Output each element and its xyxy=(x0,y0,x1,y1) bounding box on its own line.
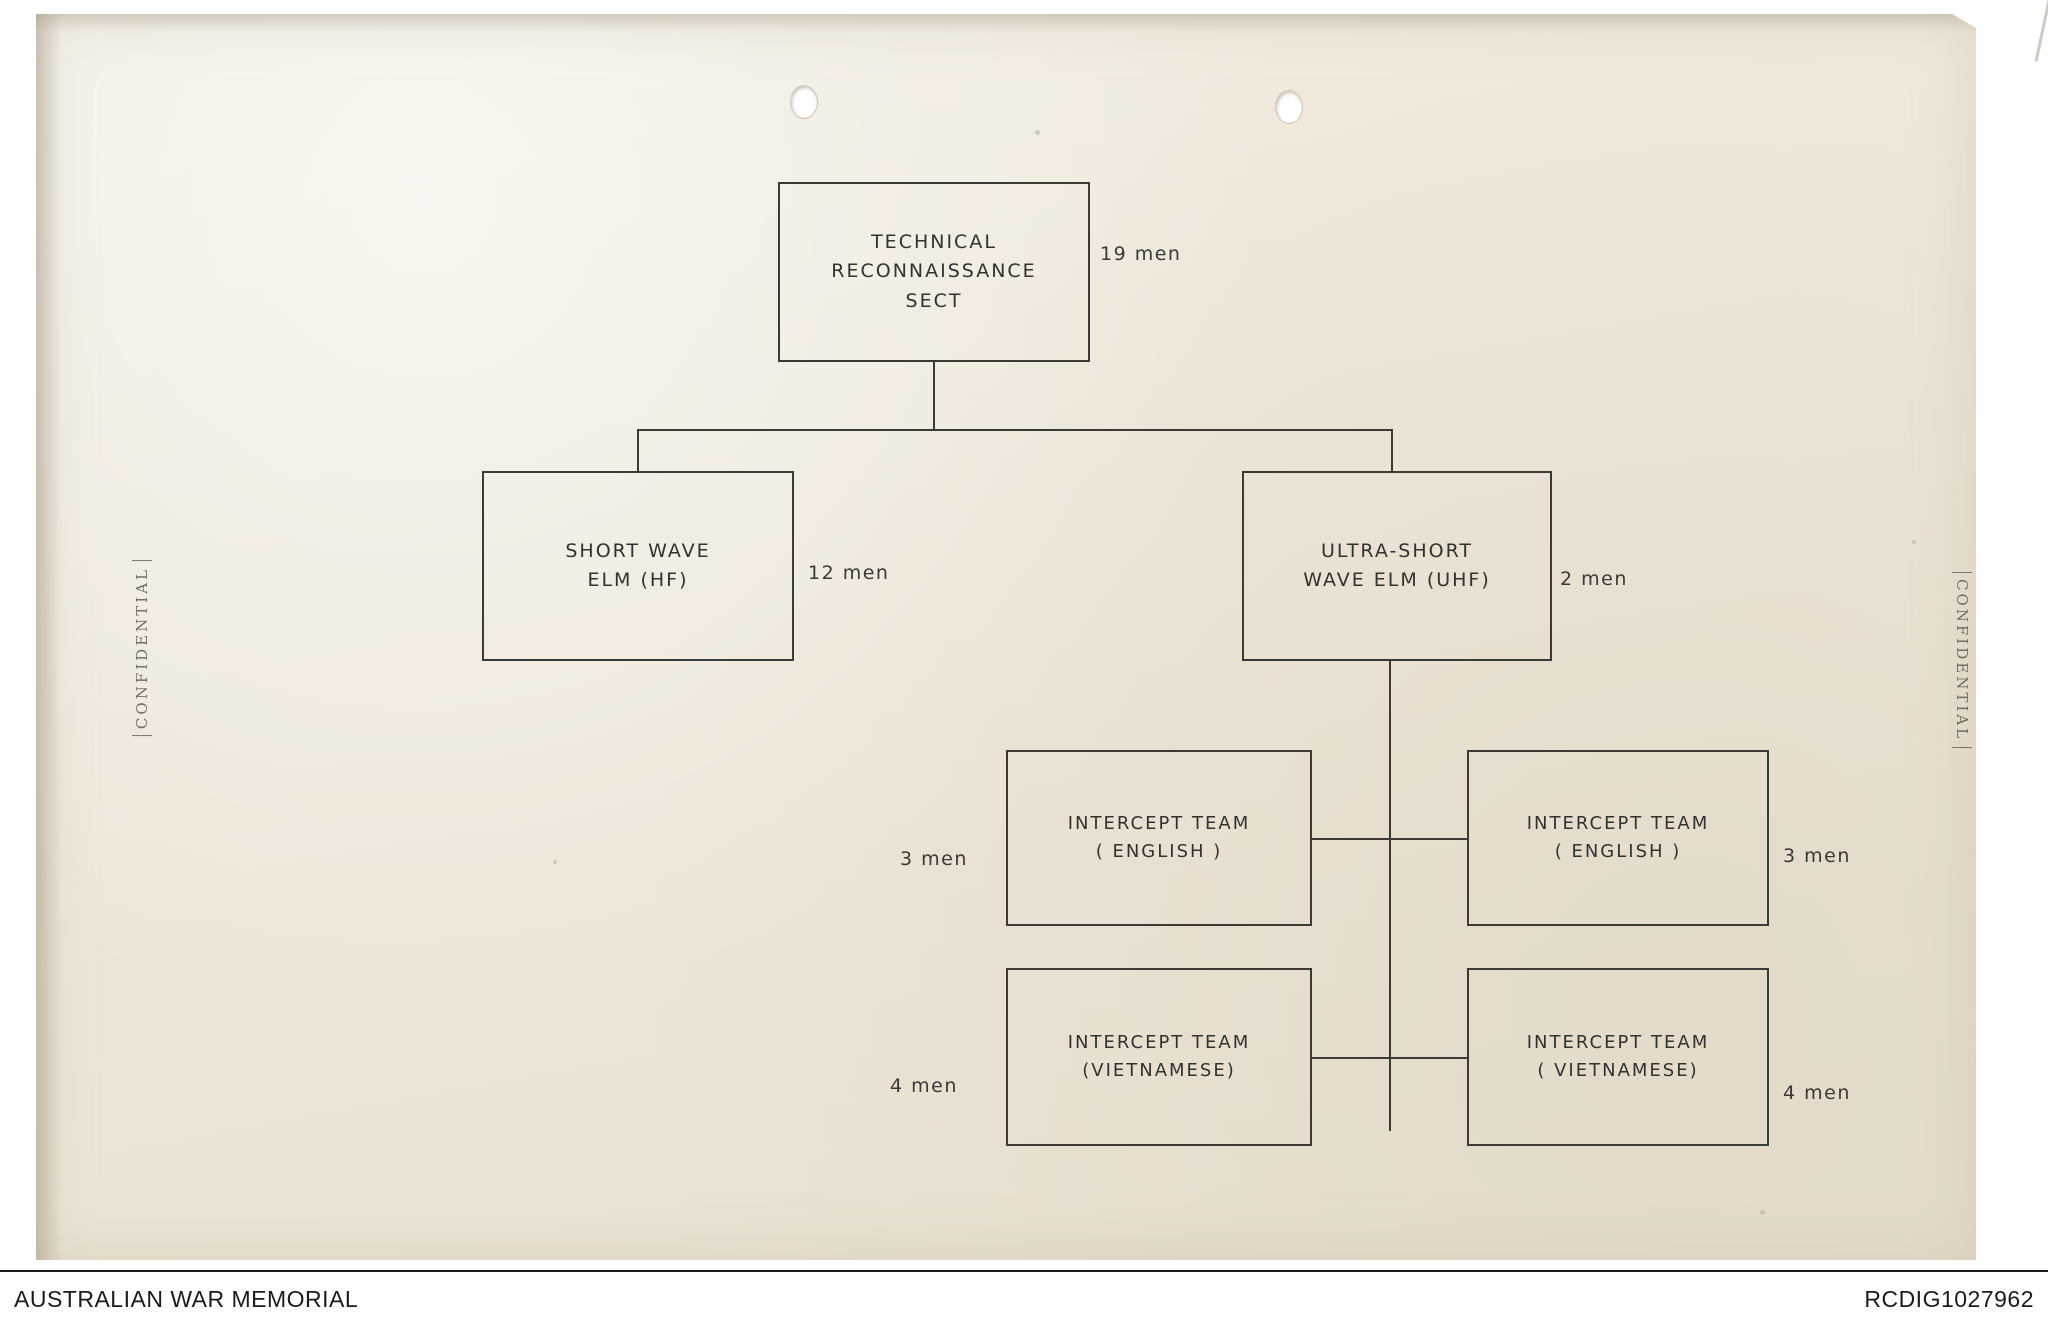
node-label-line1: SHORT WAVE xyxy=(565,539,711,562)
node-intercept-team-vietnamese-1[interactable] xyxy=(1006,968,1312,1146)
node-intercept-team-vietnamese-2[interactable] xyxy=(1467,968,1769,1146)
node-label-line2: (VIETNAMESE) xyxy=(1082,1060,1236,1081)
node-label-line2: ELM (HF) xyxy=(587,569,689,591)
node-label-line2: WAVE ELM (UHF) xyxy=(1303,569,1491,591)
node-label-line1: INTERCEPT TEAM xyxy=(1067,813,1251,835)
annotation-short-wave-elm-hf: 12 men xyxy=(808,562,890,584)
connector-root-bus xyxy=(637,429,1393,431)
footer-institution: AUSTRALIAN WAR MEMORIAL xyxy=(14,1286,359,1312)
node-label-line2: ( ENGLISH ) xyxy=(1554,841,1682,862)
node-technical-reconnaissance-sect[interactable] xyxy=(778,182,1090,362)
annotation-intercept-team-vietnamese-1: 4 men xyxy=(890,1075,958,1097)
node-label-line2: RECONNAISSANCE xyxy=(831,260,1037,283)
footer-bar xyxy=(0,1270,2048,1327)
annotation-intercept-team-english-2: 3 men xyxy=(1783,845,1851,867)
node-label-line2: ( ENGLISH ) xyxy=(1095,841,1223,862)
node-intercept-team-english-1[interactable] xyxy=(1006,750,1312,926)
annotation-ultra-short-wave-elm-uhf: 2 men xyxy=(1560,568,1628,590)
node-short-wave-elm-hf[interactable] xyxy=(482,471,794,661)
node-label-line1: INTERCEPT TEAM xyxy=(1526,813,1710,835)
connector-vietnamese-row xyxy=(1312,1057,1467,1059)
confidential-stamp-right: CONFIDENTIAL xyxy=(1952,572,1972,748)
connector-root-down xyxy=(933,362,935,429)
confidential-stamp-left: CONFIDENTIAL xyxy=(132,560,152,736)
annotation-technical-reconnaissance-sect: 19 men xyxy=(1100,243,1182,265)
node-label-line1: INTERCEPT TEAM xyxy=(1526,1032,1710,1054)
node-label-line2: ( VIETNAMESE) xyxy=(1537,1060,1699,1081)
node-label-line3: SECT xyxy=(905,289,963,312)
connector-to-short-wave xyxy=(637,429,639,471)
node-intercept-team-english-2[interactable] xyxy=(1467,750,1769,926)
connector-uhf-spine xyxy=(1389,661,1391,1131)
node-ultra-short-wave-elm-uhf[interactable] xyxy=(1242,471,1552,661)
connector-english-row xyxy=(1312,838,1467,840)
node-label-line1: INTERCEPT TEAM xyxy=(1067,1032,1251,1054)
annotation-intercept-team-vietnamese-2: 4 men xyxy=(1783,1082,1851,1104)
annotation-intercept-team-english-1: 3 men xyxy=(900,848,968,870)
node-label-line1: TECHNICAL xyxy=(871,230,997,253)
footer-reference: RCDIG1027962 xyxy=(1864,1286,2034,1312)
node-label-line1: ULTRA-SHORT xyxy=(1320,539,1474,562)
connector-to-ultra-short-wave xyxy=(1391,429,1393,471)
